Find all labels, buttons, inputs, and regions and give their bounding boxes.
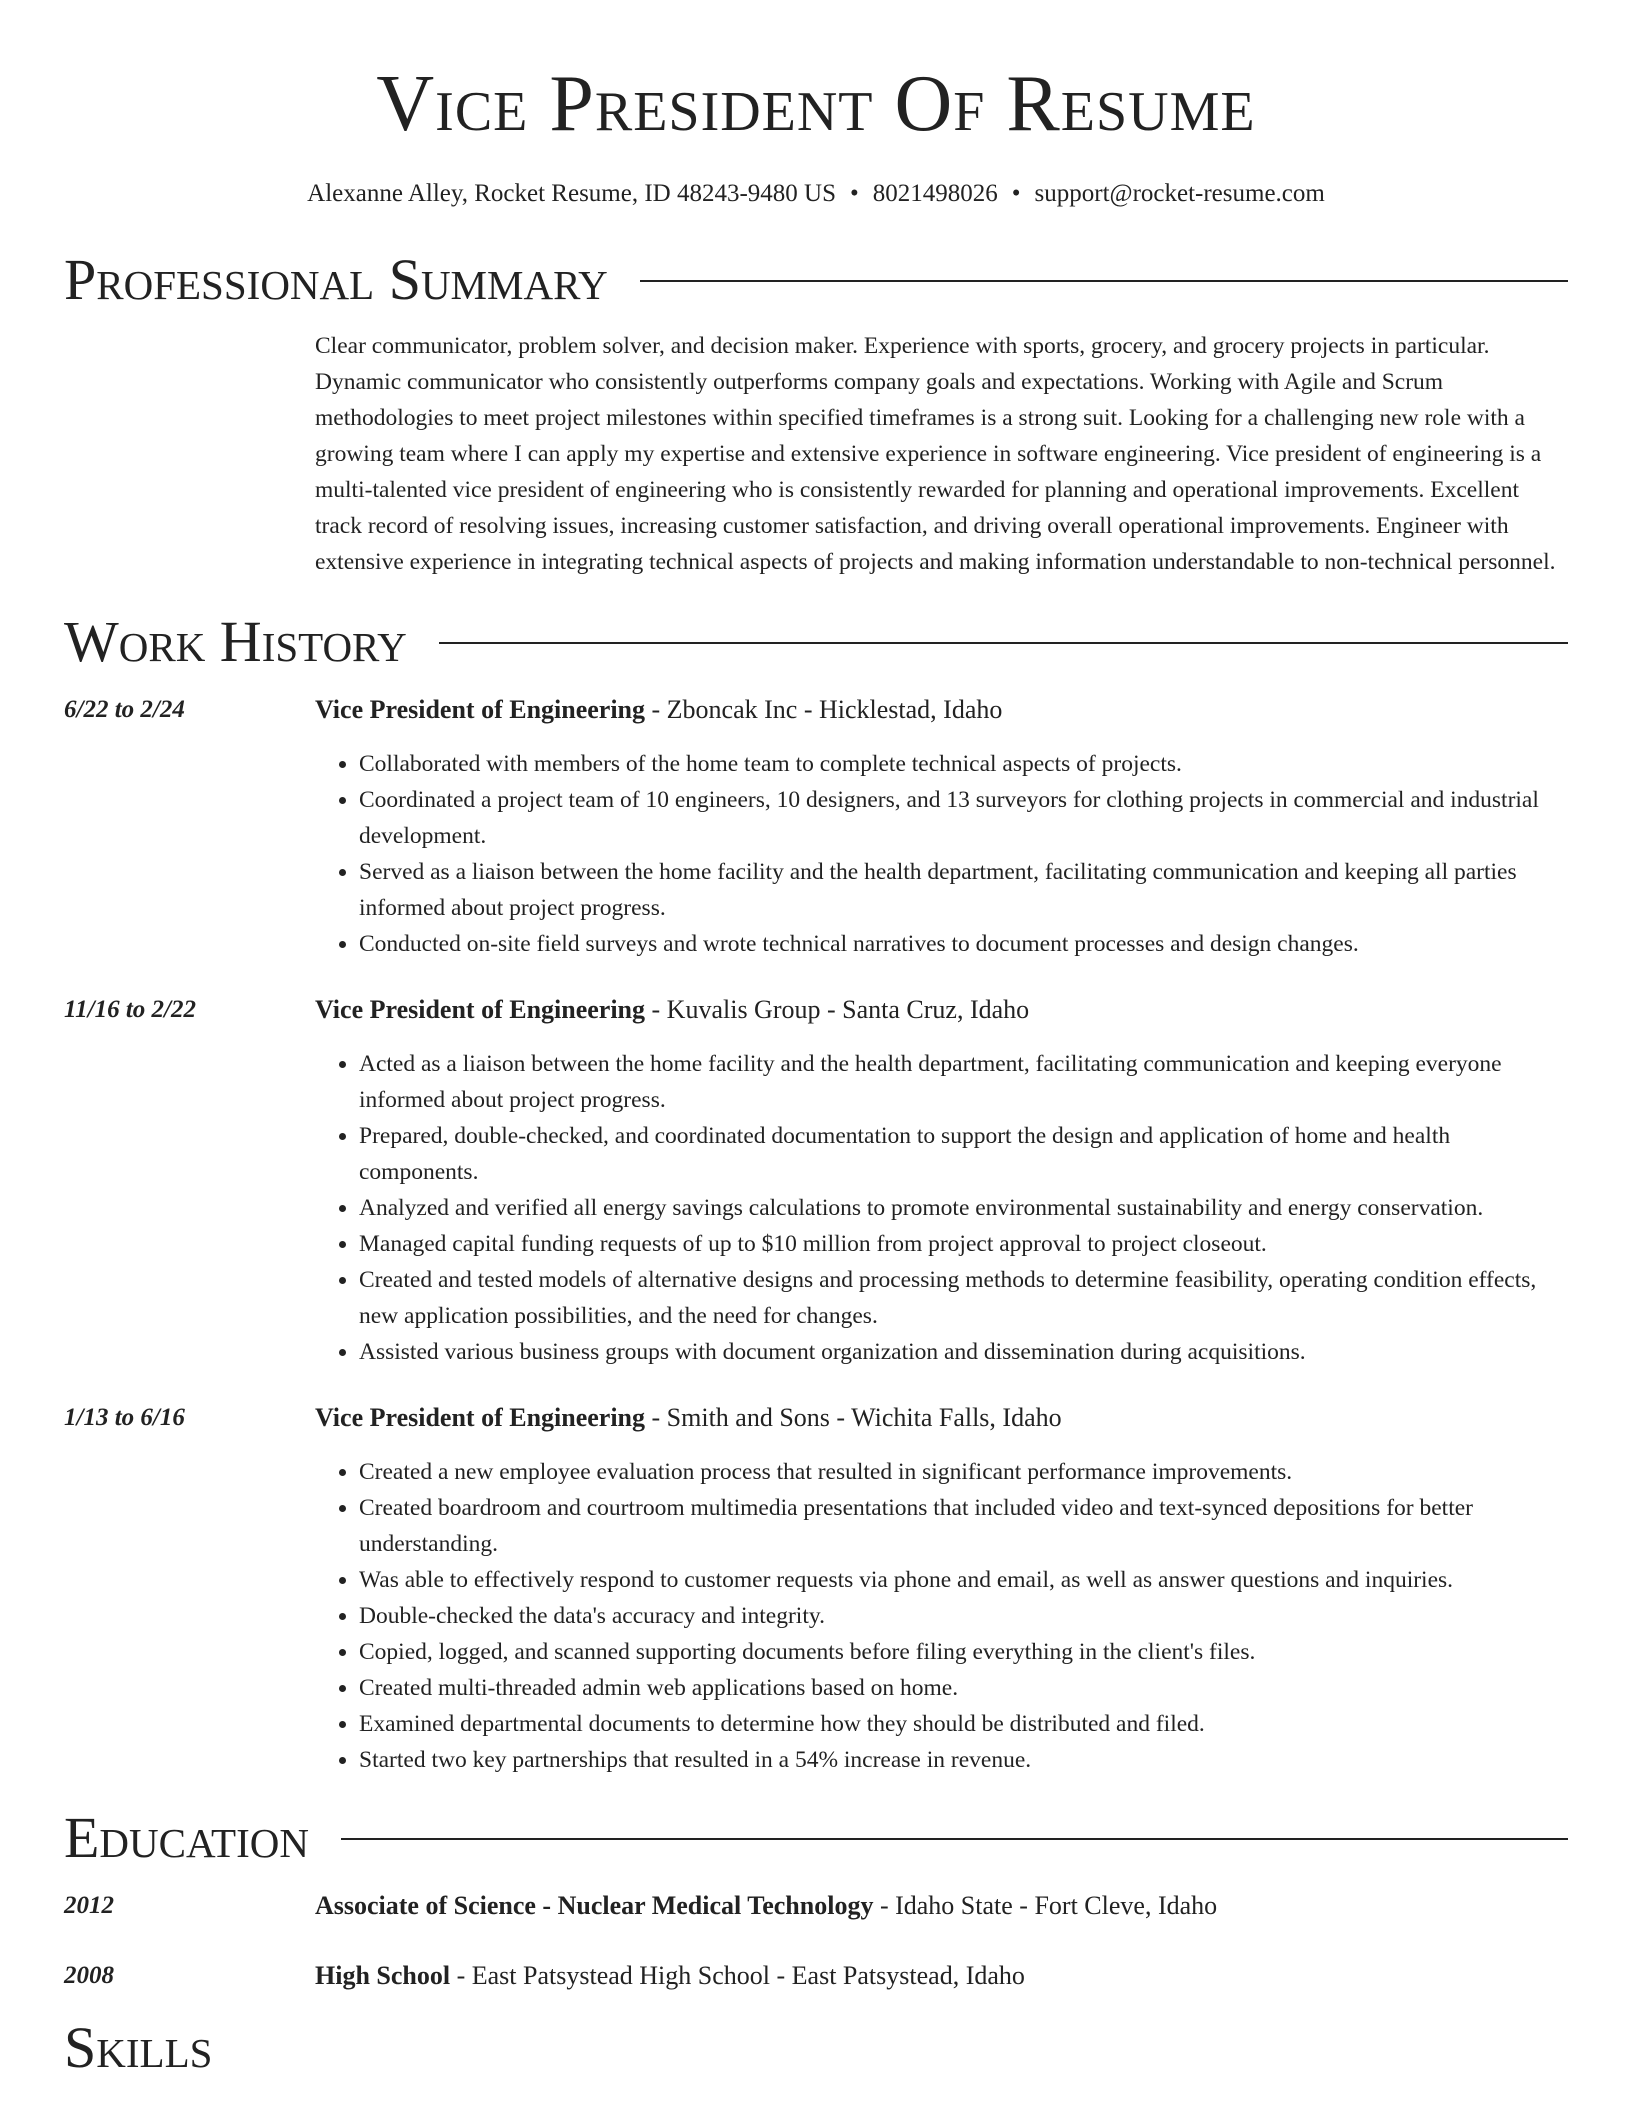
education-year: 2012	[64, 1892, 114, 1919]
job-bullet: • Created multi-threaded admin web applications based on home.	[359, 1670, 1568, 1706]
job-title: Vice President of Engineering	[315, 995, 646, 1024]
job-bullet-list	[315, 1454, 1568, 1778]
contact-separator: •	[850, 180, 859, 207]
job-company-location: - Smith and Sons - Wichita Falls, Idaho	[645, 1403, 1062, 1432]
work-section-header	[64, 610, 1568, 674]
job-bullet: • Served as a liaison between the home facility and the health department, facilitating communication and keeping all parties informed about project progress.	[359, 854, 1568, 926]
job-entry	[64, 992, 1568, 1370]
job-dates: 1/13 to 6/16	[64, 1404, 185, 1431]
job-bullet: • Assisted various business groups with document organization and dissemination during acquisitions.	[359, 1334, 1568, 1370]
resume-name: Vice President Of Resume	[376, 60, 1256, 148]
skills-section-header	[64, 2016, 1568, 2080]
education-degree: High School	[315, 1961, 451, 1990]
job-bullet: • Was able to effectively respond to customer requests via phone and email, as well as answer questions and inquiries.	[359, 1562, 1568, 1598]
job-bullet: • Examined departmental documents to determine how they should be distributed and filed.	[359, 1706, 1568, 1742]
job-dates: 6/22 to 2/24	[64, 696, 185, 723]
section-divider	[640, 280, 1568, 282]
job-bullet: • Prepared, double-checked, and coordinated documentation to support the design and application of home and health components.	[359, 1118, 1568, 1190]
education-entry	[64, 1888, 1568, 1924]
job-bullet-list	[315, 746, 1568, 962]
job-bullet-list	[315, 1046, 1568, 1370]
education-degree: Associate of Science - Nuclear Medical Technology	[315, 1891, 874, 1920]
job-bullet: • Started two key partnerships that resulted in a 54% increase in revenue.	[359, 1742, 1568, 1778]
education-section-title: Education	[64, 1805, 309, 1870]
job-entry	[64, 1400, 1568, 1778]
job-company-location: - Kuvalis Group - Santa Cruz, Idaho	[645, 995, 1030, 1024]
summary-section-header	[64, 248, 1568, 312]
contact-email: support@rocket-resume.com	[1034, 180, 1325, 207]
summary-section-title: Professional Summary	[64, 247, 608, 312]
education-entry	[64, 1958, 1568, 1994]
job-heading	[315, 692, 1568, 728]
job-bullet: • Conducted on-site field surveys and wrote technical narratives to document processes and design changes.	[359, 926, 1568, 962]
job-bullet: • Created and tested models of alternative designs and processing methods to determine feasibility, operating condition effects, new application possibilities, and the need for changes.	[359, 1262, 1568, 1334]
job-heading	[315, 1400, 1568, 1436]
job-bullet: • Collaborated with members of the home team to complete technical aspects of projects.	[359, 746, 1568, 782]
job-bullet: • Created boardroom and courtroom multimedia presentations that included video and text-synced depositions for better understanding.	[359, 1490, 1568, 1562]
section-divider	[439, 642, 1568, 644]
contact-phone: 8021498026	[872, 180, 998, 207]
job-bullet: • Managed capital funding requests of up to $10 million from project approval to project closeout.	[359, 1226, 1568, 1262]
job-bullet: • Acted as a liaison between the home facility and the health department, facilitating communication and keeping everyone informed about project progress.	[359, 1046, 1568, 1118]
job-bullet: • Analyzed and verified all energy savings calculations to promote environmental sustainability and energy conservation.	[359, 1190, 1568, 1226]
skills-section-title: Skills	[64, 2015, 213, 2080]
contact-separator: •	[1011, 180, 1021, 207]
education-school-location: - Idaho State - Fort Cleve, Idaho	[873, 1891, 1218, 1920]
job-bullet: • Copied, logged, and scanned supporting documents before filing everything in the client's files.	[359, 1634, 1568, 1670]
work-section-title: Work History	[64, 609, 407, 674]
section-divider	[341, 1838, 1568, 1840]
job-bullet: • Coordinated a project team of 10 engineers, 10 designers, and 13 surveyors for clothing projects in commercial and industrial development.	[359, 782, 1568, 854]
resume-page	[64, 0, 1568, 2080]
job-title: Vice President of Engineering	[315, 695, 646, 724]
job-bullet: • Double-checked the data's accuracy and integrity.	[359, 1598, 1568, 1634]
education-heading	[315, 1958, 1568, 1994]
job-dates: 11/16 to 2/22	[64, 996, 196, 1023]
contact-address: Alexanne Alley, Rocket Resume, ID 48243-9480 US	[307, 180, 837, 207]
job-bullet: • Created a new employee evaluation process that resulted in significant performance improvements.	[359, 1454, 1568, 1490]
summary-text: Clear communicator, problem solver, and decision maker. Experience with sports, grocery, and grocery projects in particular. Dynamic communicator who consistently outperforms company goals and expectations. Working with Agile and Scrum methodologies to meet project milestones within specified timeframes is a strong suit. Looking for a challenging new role with a growing team where I can apply my expertise and extensive experience in software engineering. Vice president of engineering is a multi-talented vice president of engineering who is consistently rewarded for planning and operational improvements. Excellent track record of resolving issues, increasing customer satisfaction, and driving overall operational improvements. Engineer with extensive experience in integrating technical aspects of projects and making information understandable to non-technical personnel.	[315, 333, 1556, 575]
education-section-header	[64, 1806, 1568, 1870]
education-heading	[315, 1888, 1568, 1924]
education-school-location: - East Patsystead High School - East Patsystead, Idaho	[450, 1961, 1025, 1990]
job-entry	[64, 692, 1568, 962]
job-heading	[315, 992, 1568, 1028]
job-company-location: - Zboncak Inc - Hicklestad, Idaho	[645, 695, 1003, 724]
education-year: 2008	[64, 1962, 114, 1989]
job-title: Vice President of Engineering	[315, 1403, 646, 1432]
contact-line	[64, 178, 1568, 210]
